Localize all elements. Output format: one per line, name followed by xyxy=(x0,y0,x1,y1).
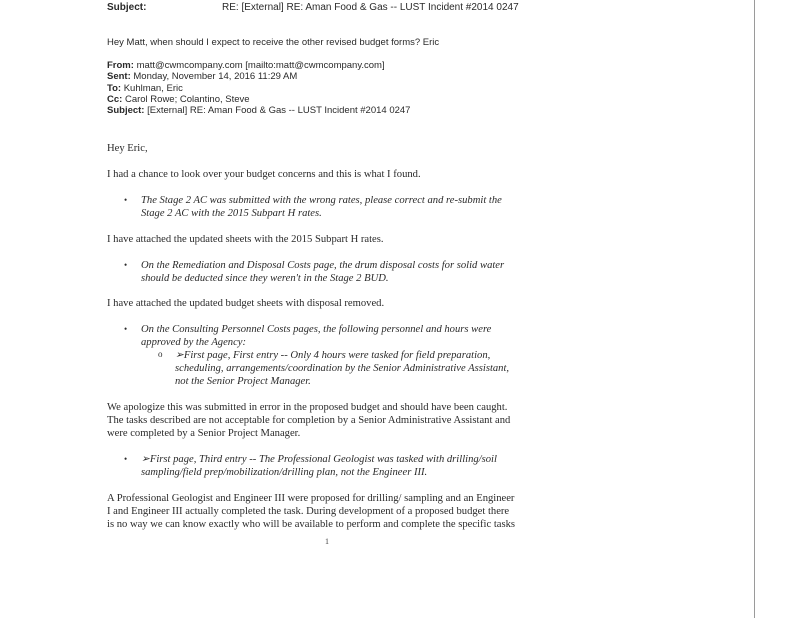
paragraph-1: I have attached the updated sheets with the 2015 Subpart H rates. xyxy=(107,234,384,245)
fwd-subject-label: Subject: xyxy=(107,105,145,116)
to-value: Kuhlman, Eric xyxy=(123,83,183,94)
sub-bullet-line-3: not the Senior Project Manager. xyxy=(175,376,311,387)
paragraph-3-line-1: We apologize this was submitted in error in the proposed budget and should have been caught. xyxy=(107,402,508,413)
subject-label: Subject: xyxy=(107,2,147,13)
sub-bullet-line-1: ➢First page, First entry -- Only 4 hours were tasked for field preparation, xyxy=(175,350,491,361)
page-right-border xyxy=(754,0,755,618)
bullet-glyph: • xyxy=(124,324,128,334)
sent-value: Monday, November 14, 2016 11:29 AM xyxy=(133,71,298,82)
page-number: 1 xyxy=(325,537,329,546)
bullet-2-line-1: On the Remediation and Disposal Costs page, the drum disposal costs for solid water xyxy=(141,260,505,271)
paragraph-3-line-2: The tasks described are not acceptable for completion by a Senior Administrative Assistant and xyxy=(107,415,511,426)
bullet-3-line-1: On the Consulting Personnel Costs pages, the following personnel and hours were xyxy=(141,324,492,335)
bullet-1-line-2: Stage 2 AC with the 2015 Subpart H rates. xyxy=(141,208,322,219)
paragraph-3-line-3: were completed by a Senior Project Manager. xyxy=(107,428,301,439)
bullet-glyph: • xyxy=(124,195,128,205)
cc-label: Cc: xyxy=(107,94,123,105)
fwd-subject-line xyxy=(107,105,410,117)
paragraph-2: I have attached the updated budget sheets with disposal removed. xyxy=(107,298,385,309)
sent-label: Sent: xyxy=(107,71,131,82)
quoted-note: Hey Matt, when should I expect to receive the other revised budget forms? Eric xyxy=(107,37,440,48)
bullet-glyph: • xyxy=(124,454,128,464)
paragraph-4-line-3: is no way we can know exactly who will be available to perform and complete the specific tasks xyxy=(107,519,516,530)
bullet-1-line-1: The Stage 2 AC was submitted with the wrong rates, please correct and re-submit the xyxy=(141,195,502,206)
fwd-subject-value: [External] RE: Aman Food & Gas -- LUST Incident #2014 0247 xyxy=(147,105,411,116)
from-value[interactable]: matt@cwmcompany.com [mailto:matt@cwmcompany.com] xyxy=(136,60,385,71)
bullet-2-line-2: should be deducted since they weren't in the Stage 2 BUD. xyxy=(141,273,389,284)
from-label: From: xyxy=(107,60,134,71)
intro-paragraph: I had a chance to look over your budget concerns and this is what I found. xyxy=(107,169,421,180)
bullet-4-line-2: sampling/field prep/mobilization/drilling plan, not the Engineer III. xyxy=(141,467,428,478)
sub-bullet-line-2: scheduling, arrangements/coordination by the Senior Administrative Assistant, xyxy=(175,363,510,374)
to-label: To: xyxy=(107,83,122,94)
cc-value: Carol Rowe; Colantino, Steve xyxy=(124,94,250,105)
bullet-3-line-2: approved by the Agency: xyxy=(141,337,247,348)
paragraph-4-line-1: A Professional Geologist and Engineer III were proposed for drilling/ sampling and an Engineer xyxy=(107,493,515,504)
paragraph-4-line-2: I and Engineer III actually completed the task. During development of a proposed budget there xyxy=(107,506,510,517)
subject-value: RE: [External] RE: Aman Food & Gas -- LUST Incident #2014 0247 xyxy=(222,2,519,13)
bullet-4-line-1: ➢First page, Third entry -- The Professional Geologist was tasked with drilling/soil xyxy=(141,454,497,465)
greeting: Hey Eric, xyxy=(107,143,148,154)
sub-bullet-glyph: o xyxy=(158,349,163,359)
bullet-glyph: • xyxy=(124,260,128,270)
sent-line xyxy=(107,71,297,83)
